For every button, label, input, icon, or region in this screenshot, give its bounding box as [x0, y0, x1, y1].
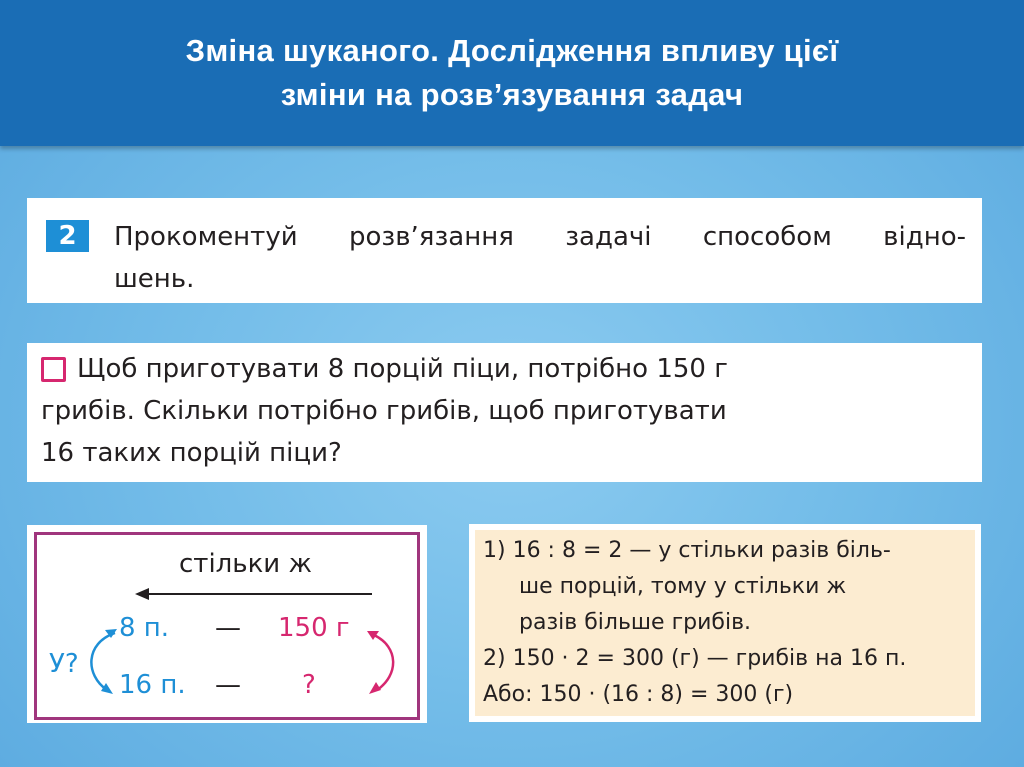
task-text-line-1: Прокоментуй розв’язання задачі способом відно- — [114, 222, 966, 252]
slide-title-line-2: зміни на розв’язування задач — [280, 77, 744, 112]
task-number-badge: 2 — [46, 220, 89, 252]
diagram-top-label: стільки ж — [179, 549, 312, 579]
right-curved-arrowhead-bottom — [369, 682, 381, 694]
solution-line-2: ше порцій, тому у стільки ж — [519, 574, 847, 599]
solution-line-3: разів більше грибів. — [519, 610, 752, 635]
task-card — [27, 198, 982, 303]
problem-line-3: 16 таких порцій піци? — [41, 438, 342, 468]
task-text-line-2: шень. — [114, 264, 195, 294]
diagram-row1-right: 150 г — [278, 613, 350, 643]
problem-line-2: грибів. Скільки потрібно грибів, щоб приготувати — [41, 396, 727, 426]
solution-panel — [475, 530, 975, 716]
left-curved-arrow-icon — [91, 633, 115, 690]
slide-title-line-1: Зміна шуканого. Дослідження впливу цієї — [185, 33, 839, 68]
right-curved-arrow-icon — [374, 635, 393, 690]
solution-line-4: 2) 150 · 2 = 300 (г) — грибів на 16 п. — [483, 646, 907, 671]
diagram-row1-left: 8 п. — [119, 613, 170, 643]
solution-line-5: Або: 150 · (16 : 8) = 300 (г) — [483, 682, 794, 707]
problem-card — [27, 343, 982, 482]
diagram-left-label: У? — [49, 649, 79, 679]
slide-header — [0, 0, 1024, 146]
solution-line-1: 1) 16 : 8 = 2 — у стільки разів біль- — [483, 538, 891, 563]
solution-card — [469, 524, 981, 722]
left-curved-arrowhead-bottom — [101, 683, 113, 694]
diagram-row2-left: 16 п. — [119, 670, 186, 700]
ratio-diagram-card — [27, 525, 427, 723]
diagram-row2-dash: — — [215, 670, 241, 700]
diagram-row1-dash: — — [215, 613, 241, 643]
checkbox-icon — [41, 357, 66, 382]
left-arrow-icon — [135, 588, 372, 600]
diagram-row2-right: ? — [302, 670, 316, 700]
problem-line-1: Щоб приготувати 8 порцій піци, потрібно 150 г — [77, 354, 728, 384]
